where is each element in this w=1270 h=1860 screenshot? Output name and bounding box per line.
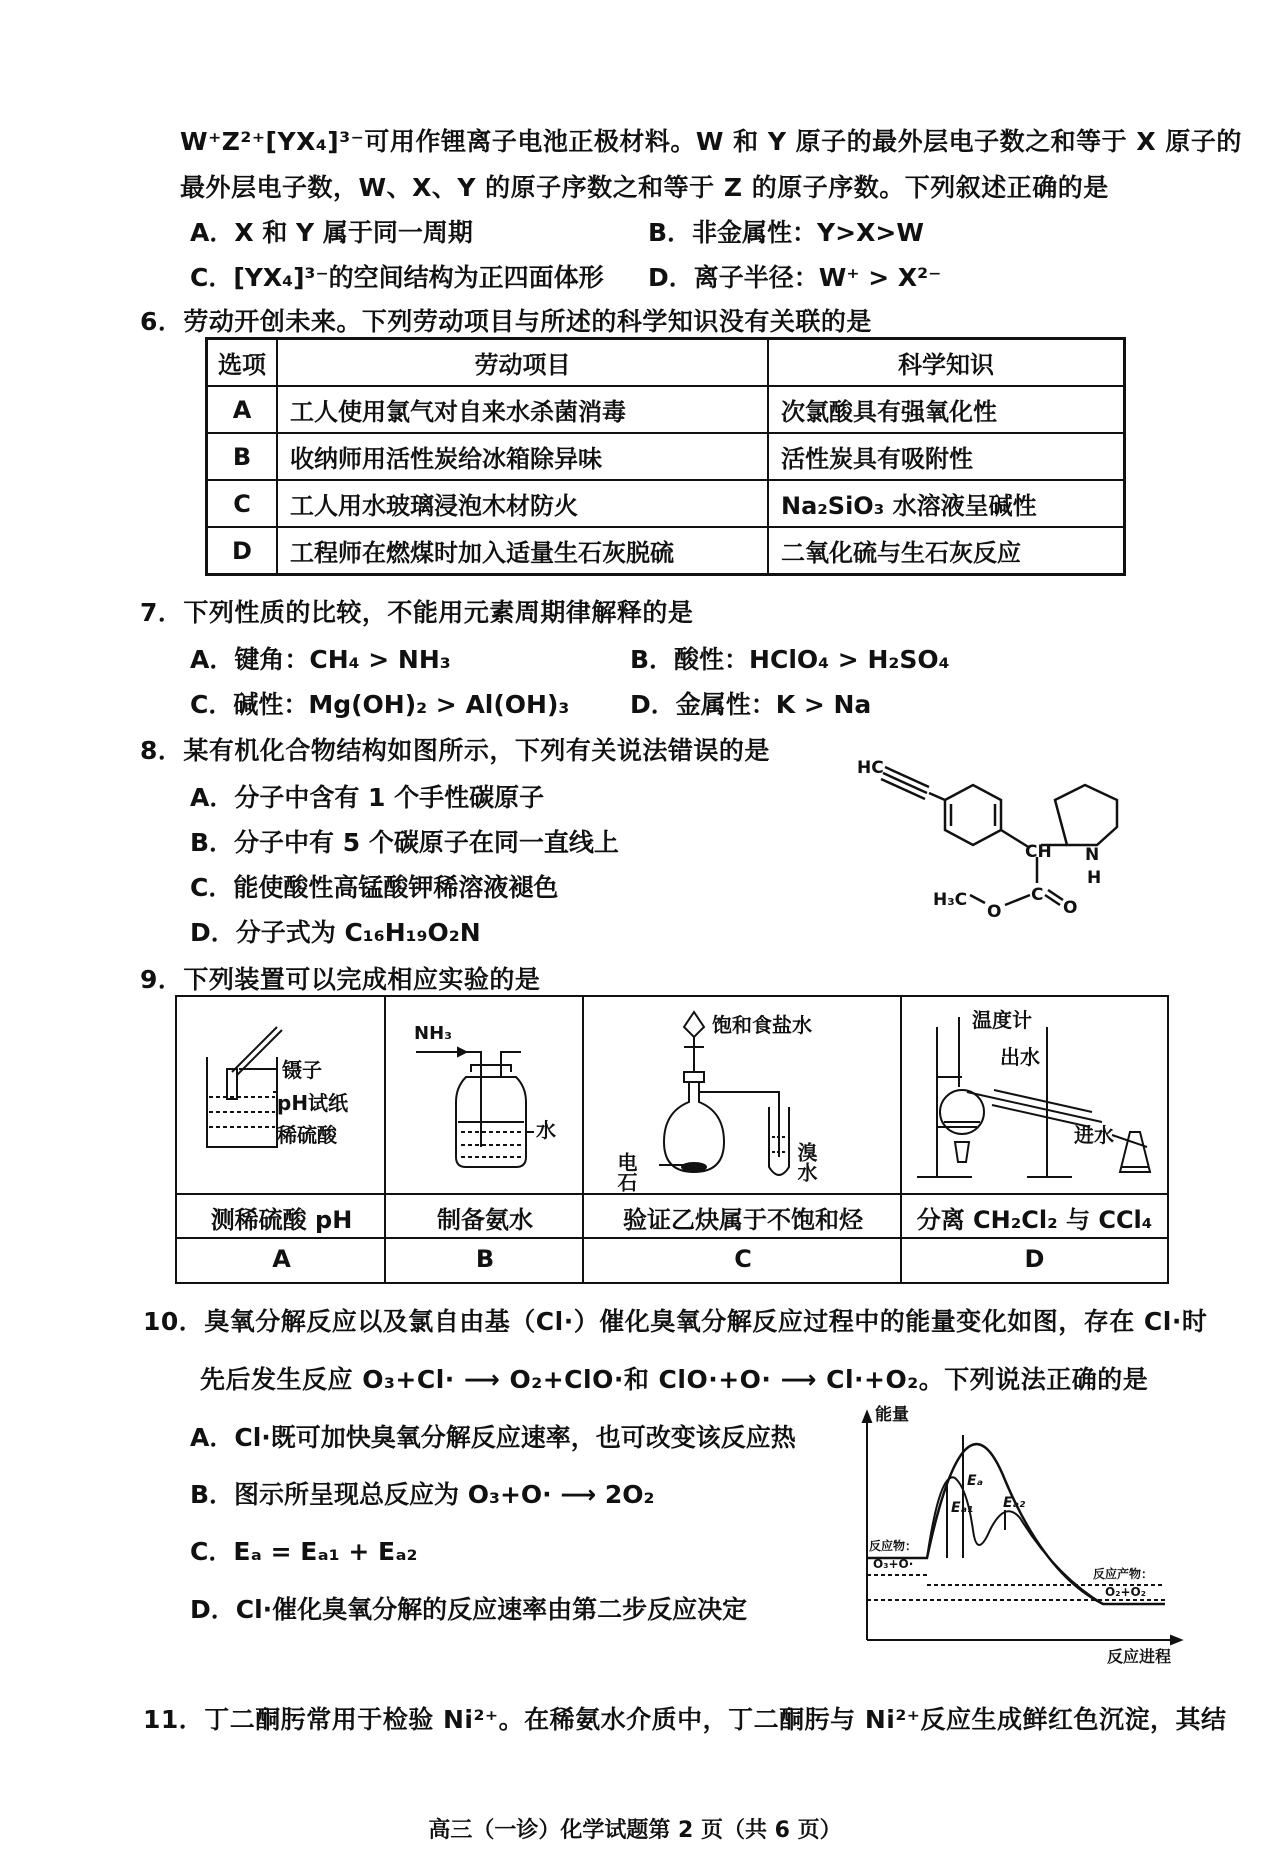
graph-ea2-label: Eₐ₂ (1003, 1495, 1026, 1511)
caption-c: 验证乙炔属于不饱和烃 (623, 1206, 863, 1234)
q7-option-c: C．碱性：Mg(OH)₂ > Al(OH)₃ (190, 690, 570, 719)
table-cell: 二氧化硫与生石灰反应 (768, 527, 1125, 575)
table-cell: Na₂SiO₃ 水溶液呈碱性 (768, 480, 1125, 527)
graph-product-species: O₂+O₂ (1105, 1585, 1146, 1599)
table-cell: C (207, 480, 278, 527)
graph-reactant-label: 反应物： (869, 1539, 918, 1553)
q10-option-d: D．Cl·催化臭氧分解的反应速率由第二步反应决定 (190, 1595, 748, 1624)
q10-option-a: A．Cl·既可加快臭氧分解反应速率，也可改变该反应热 (190, 1423, 796, 1452)
graph-product-label: 反应产物： (1093, 1567, 1154, 1581)
table-cell: 活性炭具有吸附性 (768, 433, 1125, 480)
option-letter-d: D (1024, 1245, 1045, 1273)
option-letter-a: A (272, 1245, 291, 1273)
q9-apparatus-table (175, 995, 1169, 1284)
caption-d: 分离 CH₂Cl₂ 与 CCl₄ (916, 1206, 1153, 1234)
q8-option-a: A．分子中含有 1 个手性碳原子 (190, 783, 545, 812)
label-calcium-carbide: 电石 (614, 1152, 638, 1192)
q9-row-divider (177, 1193, 1167, 1195)
energy-profile-graph (855, 1400, 1190, 1665)
q8-option-b: B．分子中有 5 个碳原子在同一直线上 (190, 828, 619, 857)
q11-line-1: 11．丁二酮肟常用于检验 Ni²⁺。在稀氨水介质中，丁二酮肟与 Ni²⁺反应生成鲜红色沉淀，其结 (143, 1705, 1227, 1734)
q10-line-1: 10．臭氧分解反应以及氯自由基（Cl·）催化臭氧分解反应过程中的能量变化如图，存在 Cl·时 (143, 1307, 1208, 1336)
q5-option-d: D．离子半径：W⁺ > X²⁻ (648, 263, 942, 292)
mol-h-label: H (1087, 868, 1102, 888)
q9-stem: 9．下列装置可以完成相应实验的是 (140, 965, 541, 994)
mol-hc-label: HC (857, 758, 884, 778)
mol-h3c-label: H₃C (933, 890, 968, 910)
table-row (207, 527, 1125, 575)
table-cell: 次氯酸具有强氧化性 (768, 386, 1125, 433)
q7-option-b: B．酸性：HClO₄ > H₂SO₄ (630, 645, 950, 674)
caption-b: 制备氨水 (437, 1206, 533, 1234)
graph-ea1-label: Eₐ₁ (951, 1500, 974, 1516)
caption-a: 测稀硫酸 pH (210, 1206, 353, 1234)
header-cell: 劳动项目 (277, 339, 768, 387)
page-footer: 高三（一诊）化学试题第 2 页（共 6 页） (428, 1818, 842, 1843)
label-dilute-acid: 稀硫酸 (277, 1123, 337, 1147)
gas-washing-bottle (386, 997, 584, 1193)
header-cell: 科学知识 (768, 339, 1125, 387)
graph-x-label: 反应进程 (1107, 1647, 1172, 1665)
mol-o-ester-label: O (987, 902, 1002, 922)
q5-option-b: B．非金属性：Y>X>W (648, 218, 924, 247)
q9-row-divider (177, 1237, 1167, 1239)
label-ph-paper: pH试纸 (277, 1091, 349, 1115)
q7-stem: 7．下列性质的比较，不能用元素周期律解释的是 (140, 598, 694, 627)
table-row (207, 386, 1125, 433)
q10-option-c: C．Eₐ = Eₐ₁ + Eₐ₂ (190, 1537, 418, 1566)
table-cell: A (207, 386, 278, 433)
label-water: 水 (536, 1118, 556, 1142)
q8-option-c: C．能使酸性高锰酸钾稀溶液褪色 (190, 873, 559, 902)
label-thermometer: 温度计 (972, 1008, 1032, 1032)
acetylene-apparatus (584, 997, 902, 1193)
q7-option-d: D．金属性：K > Na (630, 690, 872, 719)
mol-n-label: N (1085, 845, 1100, 865)
beaker-ph-apparatus (177, 997, 386, 1193)
label-water-in: 进水 (1074, 1123, 1114, 1147)
table-row (207, 433, 1125, 480)
q10-option-b: B．图示所呈现总反应为 O₃+O· ⟶ 2O₂ (190, 1480, 655, 1509)
q8-stem: 8．某有机化合物结构如图所示，下列有关说法错误的是 (140, 736, 770, 765)
label-water-out: 出水 (1000, 1045, 1040, 1069)
q5-option-c: C．[YX₄]³⁻的空间结构为正四面体形 (190, 263, 604, 292)
mol-c-label: C (1031, 885, 1044, 905)
option-letter-c: C (734, 1245, 752, 1273)
q5-line-2: 最外层电子数，W、X、Y 的原子序数之和等于 Z 的原子序数。下列叙述正确的是 (180, 173, 1109, 202)
table-cell: 工人使用氯气对自来水杀菌消毒 (277, 386, 768, 433)
table-cell: 工人用水玻璃浸泡木材防火 (277, 480, 768, 527)
mol-ch-label: CH (1025, 842, 1052, 862)
graph-y-label: 能量 (875, 1405, 909, 1425)
table-cell: 收纳师用活性炭给冰箱除异味 (277, 433, 768, 480)
graph-ea-label: Eₐ (967, 1473, 983, 1489)
label-nh3: NH₃ (414, 1023, 453, 1044)
label-bromine-water: 溴水 (794, 1142, 818, 1182)
graph-reactant-species: O₃+O· (873, 1557, 914, 1571)
q8-option-d: D．分子式为 C₁₆H₁₉O₂N (190, 918, 481, 947)
q5-option-a: A．X 和 Y 属于同一周期 (190, 218, 473, 247)
q5-line-1: W⁺Z²⁺[YX₄]³⁻可用作锂离子电池正极材料。W 和 Y 原子的最外层电子数之和等于 X 原子的 (180, 127, 1242, 156)
molecule-structure-figure (845, 745, 1175, 925)
q6-stem: 6．劳动开创未来。下列劳动项目与所述的科学知识没有关联的是 (140, 307, 872, 336)
table-cell: D (207, 527, 278, 575)
distillation-apparatus (902, 997, 1167, 1193)
table-row (207, 480, 1125, 527)
table-header-row (207, 339, 1125, 387)
label-tweezers: 镊子 (282, 1058, 322, 1082)
q10-line-2: 先后发生反应 O₃+Cl· ⟶ O₂+ClO·和 ClO·+O· ⟶ Cl·+O₂。下列说法正确的是 (200, 1365, 1149, 1394)
q7-option-a: A．键角：CH₄ > NH₃ (190, 645, 451, 674)
table-cell: 工程师在燃煤时加入适量生石灰脱硫 (277, 527, 768, 575)
label-saturated-brine: 饱和食盐水 (712, 1013, 812, 1037)
header-cell: 选项 (207, 339, 278, 387)
mol-o-dbl-label: O (1063, 898, 1078, 918)
q6-table (205, 337, 1126, 576)
table-cell: B (207, 433, 278, 480)
option-letter-b: B (475, 1245, 495, 1273)
